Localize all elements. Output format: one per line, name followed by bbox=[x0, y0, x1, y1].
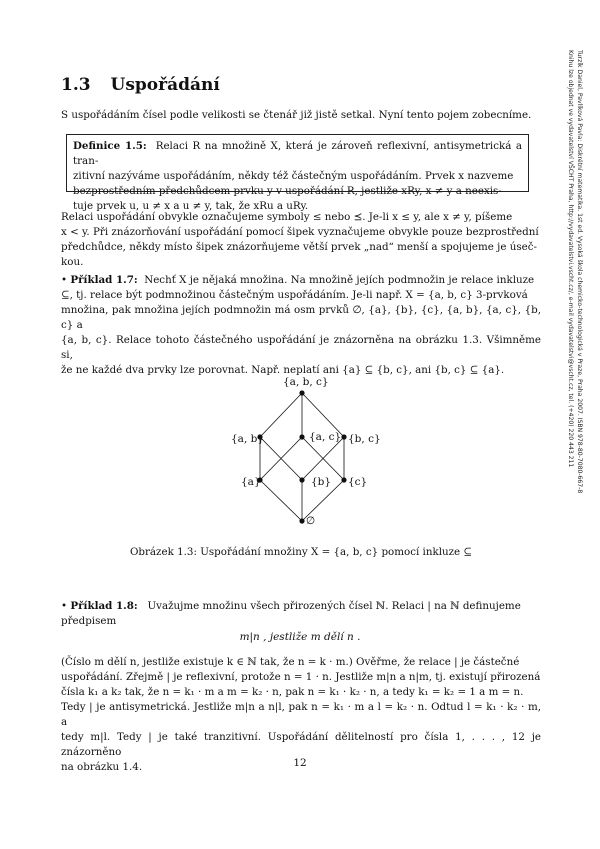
intro-paragraph: S uspořádáním čísel podle velikosti se čtenář již jistě setkal. Nyní tento pojem zobecníme. bbox=[61, 109, 532, 121]
example-1-7-line1: Nechť X je nějaká množina. Na množině jejích podmnožin je relace inkluze bbox=[144, 274, 535, 286]
example-1-7: • Příklad 1.7: Nechť X je nějaká množina. Na množině jejích podmnožin je relace inkluze ⊆, tj. relace být podmnožinou částečným uspořádáním. Je-li např. X = {a, b, c} 3-prvková množina, pak množina jejích podmnožin má osm prvků ∅, {a}, {b}, {c}, {a, b}, {a, c}, {b, c} a {a, b, c}. Relace tohoto částečného uspořádání je znázorněna na obrázku 1.3. Všimněme si, že ne každé dva prvky lze porovnat. Např. neplatí ani {a} ⊆ {b, c}, ani {b, c} ⊆ {a}. bbox=[61, 274, 541, 376]
label-abc: {a, b, c} bbox=[283, 376, 329, 388]
example-1-8-line2: předpisem bbox=[61, 615, 117, 627]
example-1-7-line4: {a, b, c}. Relace tohoto částečného uspořádání je znázorněna na obrázku 1.3. Všimněme si, bbox=[61, 334, 541, 361]
node-bc bbox=[341, 434, 346, 439]
figure-caption: Obrázek 1.3: Uspořádání množiny X = {a, b, c} pomocí inkluze ⊆ bbox=[129, 546, 473, 558]
example-1-8-line3: (Číslo m dělí n, jestliže existuje k ∈ ℕ tak, že n = k · m.) Ověřme, že relace | je částečné bbox=[61, 656, 520, 668]
example-1-8-line5: čísla k₁ a k₂ tak, že n = k₁ · m a m = k₂ · n, pak n = k₁ · k₂ · n, a tedy k₁ = k₂ = 1 a m = n. bbox=[61, 686, 524, 698]
symbols-line4: kou. bbox=[61, 256, 84, 268]
definition-line2: zitivní nazýváme uspořádáním, někdy též částečným uspořádáním. Prvek x nazveme bbox=[73, 170, 514, 182]
label-bc: {b, c} bbox=[348, 433, 381, 445]
example-1-8-line7: tedy m|l. Tedy | je také tranzitivní. Uspořádání dělitelností pro čísla 1, . . . , 12 je znázorněno bbox=[61, 731, 541, 758]
example-1-8-line1: Uvažujme množinu všech přirozených čísel ℕ. Relaci | na ℕ definujeme bbox=[147, 600, 521, 612]
divisibility-formula: m|n , jestliže m dělí n . bbox=[239, 631, 361, 643]
side-citation-line1: Turzík Daniel, Pavlíková Pavla: Diskrétní matematika. 1st ed. Vysoká škola chemicko-technologická v Praze, Praha 2007. ISBN 978-80-7080-667-8 bbox=[576, 50, 583, 494]
example-1-8-line8: na obrázku 1.4. bbox=[61, 761, 143, 773]
edge-a-empty bbox=[260, 480, 302, 521]
definition-line4: tuje prvek u, u ≠ x a u ≠ y, tak, že xRu a uRy. bbox=[73, 200, 309, 212]
edge-abc-ab bbox=[260, 393, 302, 437]
symbols-line2: x < y. Při znázorňování uspořádání pomocí šipek vyznačujeme obvykle pouze bezprostřední bbox=[61, 226, 539, 238]
label-ac: {a, c} bbox=[309, 431, 342, 443]
label-empty: ∅ bbox=[306, 515, 316, 527]
section-title: Uspořádání bbox=[110, 75, 220, 95]
symbols-line1: Relaci uspořádání obvykle označujeme symboly ≤ nebo ⪯. Je-li x ≤ y, ale x ≠ y, píšeme bbox=[61, 211, 513, 223]
example-1-7-line5: že ne každé dva prvky lze porovnat. Např. neplatí ani {a} ⊆ {b, c}, ani {b, c} ⊆ {a}. bbox=[61, 364, 505, 376]
example-1-7-label: Příklad 1.7: bbox=[70, 274, 138, 286]
definition-label: Definice 1.5: bbox=[73, 140, 147, 152]
side-citation-line2: Knihu lze objednat ve vydavatelství VŠCHT Praha, http://vydavatelstvi.vscht.cz/, e-mail vydavatelstvi@vscht.cz, tel. (+420) 220 443 211 bbox=[567, 50, 574, 468]
node-ac bbox=[299, 434, 304, 439]
page-number: 12 bbox=[293, 757, 307, 769]
node-abc bbox=[299, 390, 304, 395]
symbols-line3: předchůdce, někdy místo šipek znázorňujeme větší prvek „nad“ menší a spojujeme je úseč- bbox=[61, 241, 537, 253]
example-1-7-line3: množina, pak množina jejích podmnožin má osm prvků ∅, {a}, {b}, {c}, {a, b}, {a, c}, {b, c} a bbox=[61, 304, 541, 331]
node-empty bbox=[299, 518, 304, 523]
node-b bbox=[299, 477, 304, 482]
label-ab: {a, b} bbox=[231, 433, 265, 445]
label-b: {b} bbox=[311, 476, 332, 488]
label-a: {a} bbox=[241, 476, 261, 488]
definition-line3: bezprostředním předchůdcem prvku y v uspořádání R, jestliže xRy, x ≠ y a neexis- bbox=[73, 185, 502, 197]
section-number: 1.3 bbox=[61, 75, 91, 95]
example-1-8-line6: Tedy | je antisymetrická. Jestliže m|n a n|l, pak n = k₁ · m a l = k₂ · n. Odtud l = k₁ · k₂ · m, a bbox=[61, 701, 541, 728]
definition-line1: Relaci R na množině X, která je zároveň reflexivní, antisymetrická a tran- bbox=[73, 140, 522, 167]
example-1-8: • Příklad 1.8: Uvažujme množinu všech přirozených čísel ℕ. Relaci | na ℕ definujeme předpisem bbox=[61, 599, 541, 629]
node-c bbox=[341, 477, 346, 482]
example-1-8-label: Příklad 1.8: bbox=[70, 600, 138, 612]
example-1-7-line2: ⊆, tj. relace být podmnožinou částečným uspořádáním. Je-li např. X = {a, b, c} 3-prvková bbox=[61, 289, 528, 301]
example-1-8-line4: uspořádání. Zřejmě | je reflexivní, protože n = 1 · n. Jestliže m|n a n|m, tj. existují přirozená bbox=[61, 671, 541, 683]
label-c: {c} bbox=[348, 476, 368, 488]
